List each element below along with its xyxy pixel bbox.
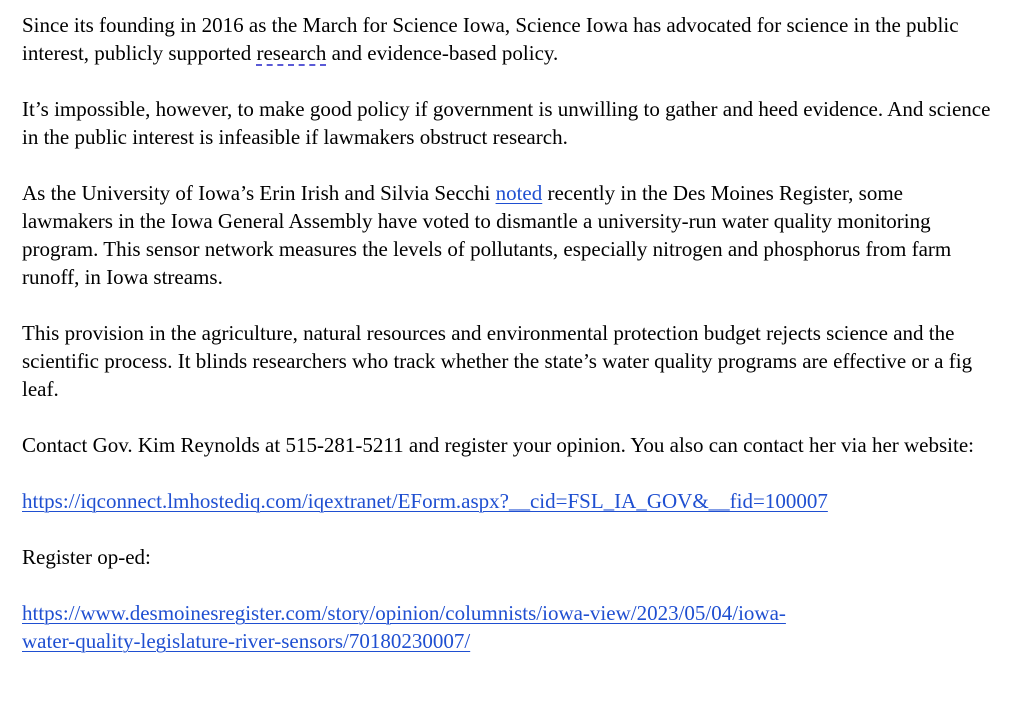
- oped-link-paragraph: [22, 599, 997, 655]
- paragraph-policy: It’s impossible, however, to make good policy if government is unwilling to gather and heed evidence. And science in the public interest is infeasible if lawmakers obstruct research.: [22, 97, 991, 149]
- paragraph-register-oped: Register op-ed:: [22, 545, 151, 569]
- paragraph-provision: This provision in the agriculture, natural resources and environmental protection budget rejects science and the scientific process. It blinds researchers who track whether the state’s water quality programs are effective or a fig leaf.: [22, 321, 973, 401]
- paragraph-founding-text-start: Since its founding in 2016 as the March for Science Iowa, Science Iowa has advocated for science in the public interest, publicly supported: [22, 13, 959, 65]
- spellcheck-flagged-word[interactable]: research: [256, 41, 327, 65]
- oped-link-line-1: https://www.desmoinesregister.com/story/opinion/columnists/iowa-view/2023/05/04/iowa-: [22, 601, 786, 625]
- oped-link-line-2: water-quality-legislature-river-sensors/70180230007/: [22, 629, 471, 653]
- governor-form-link[interactable]: https://iqconnect.lmhostediq.com/iqextranet/EForm.aspx?__cid=FSL_IA_GOV&__fid=100007: [22, 489, 828, 513]
- governor-form-paragraph: [22, 487, 997, 515]
- paragraph-founding: [22, 11, 997, 67]
- paragraph-university-text-start: As the University of Iowa’s Erin Irish and Silvia Secchi: [22, 181, 496, 205]
- document-body: [22, 11, 997, 655]
- paragraph-university: [22, 179, 997, 291]
- paragraph-university-text-end: recently in the Des Moines Register, some lawmakers in the Iowa General Assembly have voted to dismantle a university-run water quality monitoring program. This sensor network measures the levels of pollutants, especially nitrogen and phosphorus from farm runoff, in Iowa streams.: [22, 181, 952, 289]
- paragraph-founding-text-end: and evidence-based policy.: [326, 41, 559, 65]
- paragraph-contact: Contact Gov. Kim Reynolds at 515-281-5211 and register your opinion. You also can contact her via her website:: [22, 433, 975, 457]
- oped-link[interactable]: [22, 601, 786, 653]
- noted-link[interactable]: noted: [495, 181, 543, 205]
